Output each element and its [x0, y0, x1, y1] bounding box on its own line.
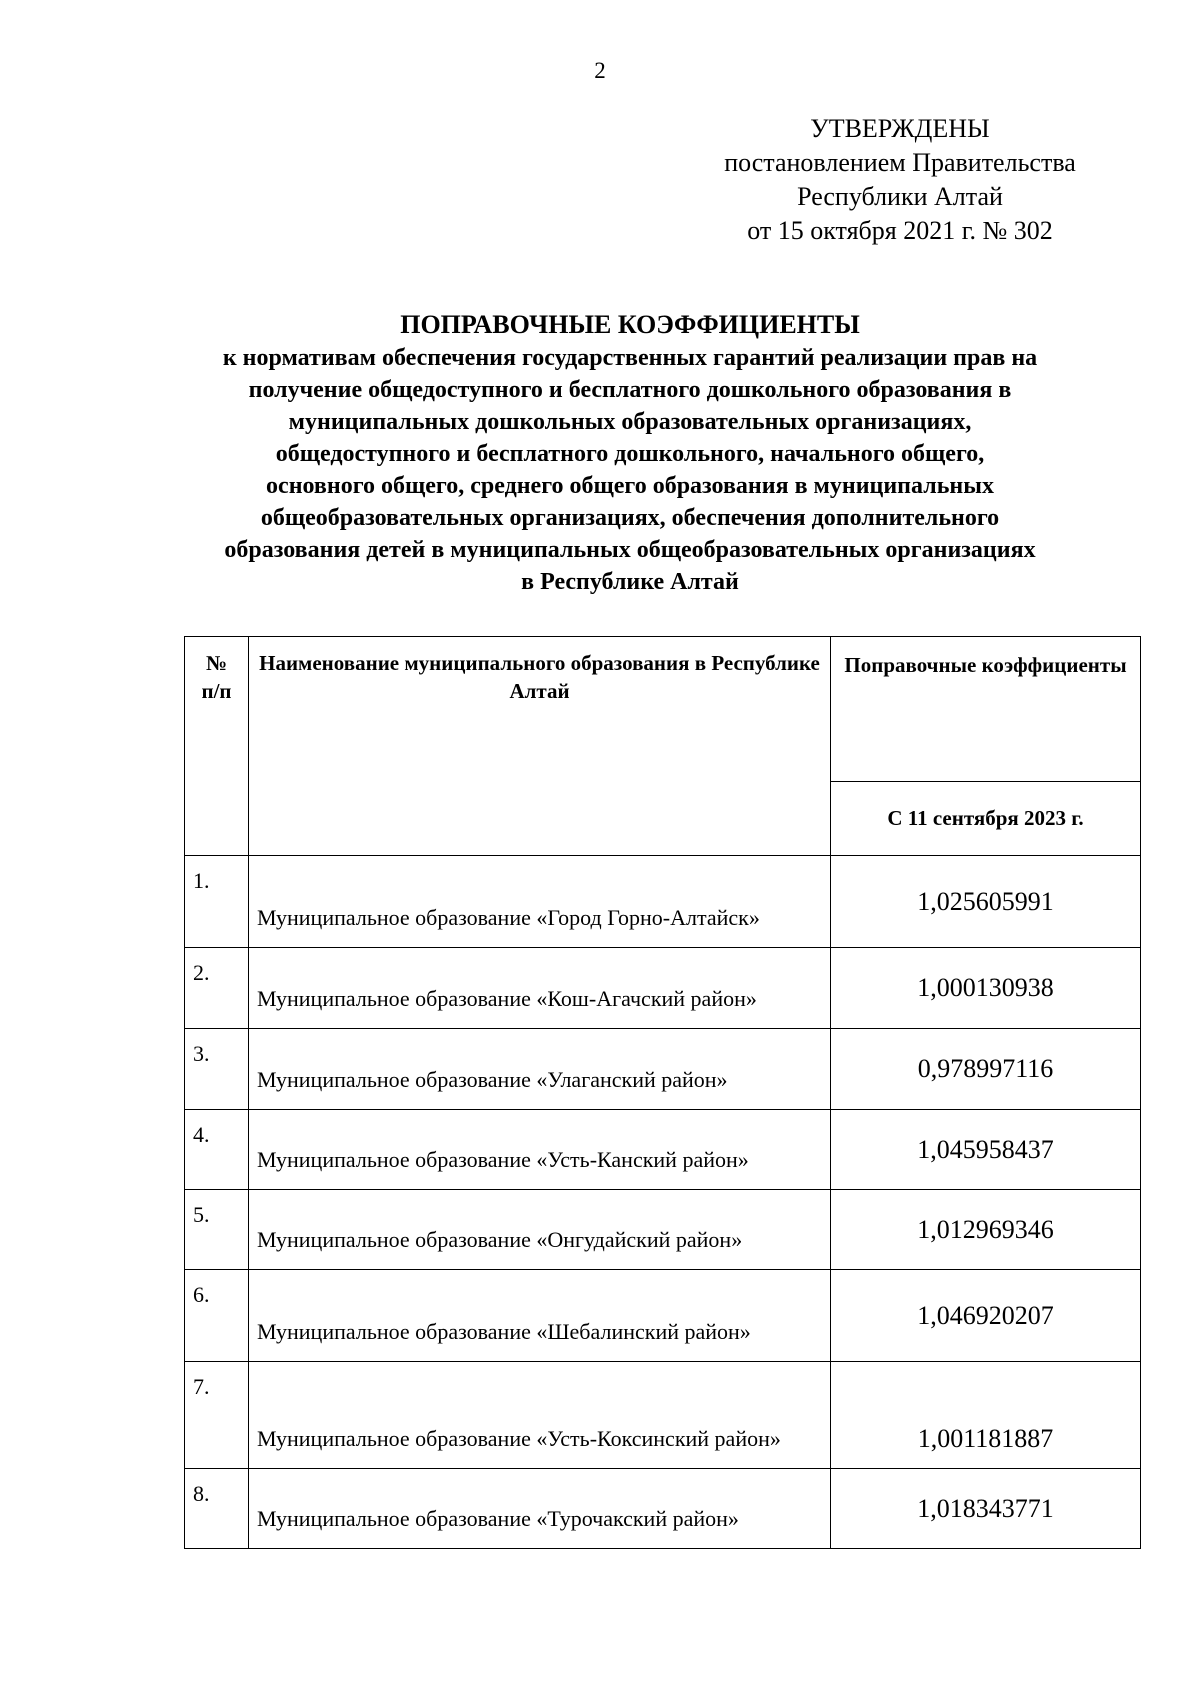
row-coefficient: 1,045958437 — [831, 1110, 1141, 1190]
table-row — [185, 1190, 1141, 1270]
row-coefficient: 1,001181887 — [831, 1362, 1141, 1469]
table-row — [185, 1110, 1141, 1190]
approval-line: Республики Алтай — [797, 182, 1003, 211]
header-effective-date: С 11 сентября 2023 г. — [831, 782, 1141, 856]
row-number: 7. — [185, 1362, 249, 1469]
row-number: 8. — [185, 1469, 249, 1549]
table-row — [185, 948, 1141, 1029]
row-coefficient: 1,000130938 — [831, 948, 1141, 1029]
row-number: 5. — [185, 1190, 249, 1270]
row-municipality: Муниципальное образование «Кош-Агачский район» — [249, 948, 831, 1029]
row-municipality: Муниципальное образование «Турочакский район» — [249, 1469, 831, 1549]
row-coefficient: 1,046920207 — [831, 1270, 1141, 1362]
table-row — [185, 1362, 1141, 1469]
coefficients-table — [184, 636, 1141, 1549]
approval-line: постановлением Правительства — [724, 148, 1076, 177]
row-coefficient: 1,012969346 — [831, 1190, 1141, 1270]
table-row — [185, 1270, 1141, 1362]
row-number: 1. — [185, 856, 249, 948]
document-title-main: ПОПРАВОЧНЫЕ КОЭФФИЦИЕНТЫ — [400, 310, 860, 339]
row-number: 2. — [185, 948, 249, 1029]
document-title-subtitle: к нормативам обеспечения государственных гарантий реализации прав на получение общедоступного и бесплатного дошкольного образования в муниципальных дошкольных образовательных организациях, общедоступного и бесплатного дошкольного, начального общего, основного общего, среднего общего образования в муниципальных общеобразовательных организациях, обеспечения дополнительного образования детей в муниципальных общеобразовательных организациях в Республике Алтай — [222, 345, 1038, 595]
row-coefficient: 1,025605991 — [831, 856, 1141, 948]
row-coefficient: 0,978997116 — [831, 1029, 1141, 1110]
row-municipality: Муниципальное образование «Усть-Коксинский район» — [249, 1362, 831, 1469]
table-header-row — [185, 637, 1141, 782]
approval-heading: УТВЕРЖДЕНЫ — [810, 114, 990, 143]
row-municipality: Муниципальное образование «Усть-Канский район» — [249, 1110, 831, 1190]
header-municipality-name: Наименование муниципального образования в Республике Алтай — [249, 637, 831, 856]
header-coefficients: Поправочные коэффициенты — [831, 637, 1141, 782]
table-row — [185, 1469, 1141, 1549]
row-number: 4. — [185, 1110, 249, 1190]
header-number: № п/п — [185, 637, 249, 856]
approval-block — [700, 112, 1100, 248]
row-number: 3. — [185, 1029, 249, 1110]
table-row — [185, 1029, 1141, 1110]
row-municipality: Муниципальное образование «Шебалинский район» — [249, 1270, 831, 1362]
row-municipality: Муниципальное образование «Улаганский район» — [249, 1029, 831, 1110]
approval-date: от 15 октября 2021 г. № 302 — [747, 216, 1053, 245]
document-title — [130, 308, 1130, 598]
row-coefficient: 1,018343771 — [831, 1469, 1141, 1549]
row-municipality: Муниципальное образование «Онгудайский район» — [249, 1190, 831, 1270]
row-number: 6. — [185, 1270, 249, 1362]
table-row — [185, 856, 1141, 948]
page-number: 2 — [594, 58, 606, 83]
row-municipality: Муниципальное образование «Город Горно-Алтайск» — [249, 856, 831, 948]
